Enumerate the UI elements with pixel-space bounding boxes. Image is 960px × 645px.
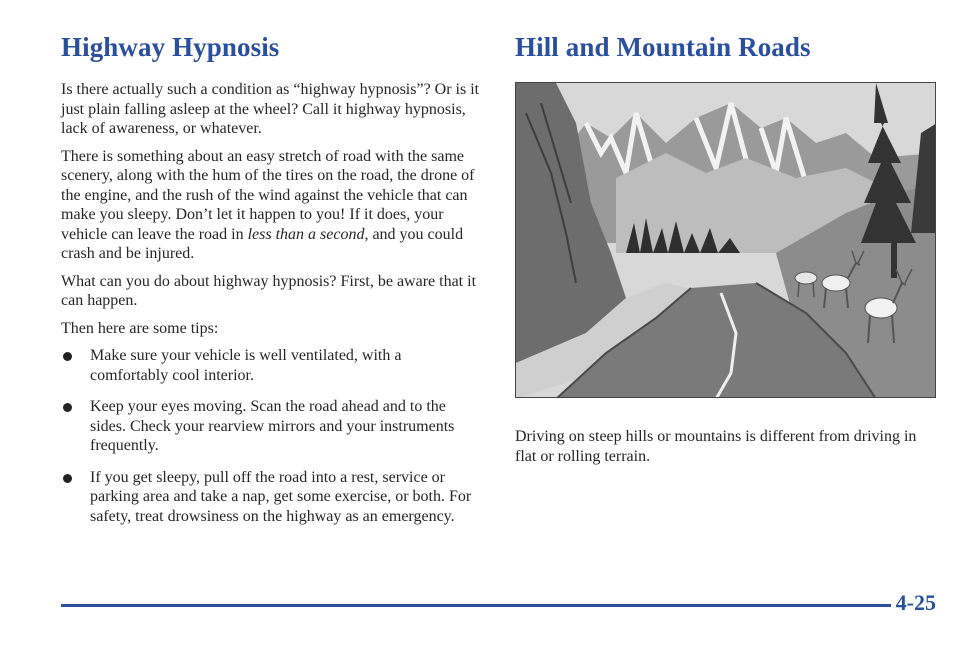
paragraph-sleepy xyxy=(61,147,481,264)
list-item-text: Keep your eyes moving. Scan the road ahead and to the sides. Check your rearview mirrors and your instruments frequently. xyxy=(90,398,455,454)
emphasis-less-than-a-second: less than a second xyxy=(247,225,365,243)
page-number: 4-25 xyxy=(895,590,936,615)
mountain-road-illustration xyxy=(515,82,936,398)
paragraph-sleepy-text: There is something about an easy stretch of road with the same scenery, along with the hum of the tires on the road, the drone of the engine, and the rush of the wind against the vehicle that can make you sleepy. Don’t let it happen to you! If it does, your vehicle can leave the road in xyxy=(61,147,475,243)
left-column xyxy=(61,30,481,538)
section-heading-hill-and-mountain-roads: Hill and Mountain Roads xyxy=(515,32,811,62)
list-item xyxy=(61,346,481,385)
list-item-text: If you get sleepy, pull off the road into a rest, service or parking area and take a nap, get some exercise, or both. For safety, treat drowsiness on the highway as an emergency. xyxy=(90,468,472,525)
illustration-caption: Driving on steep hills or mountains is different from driving in flat or rolling terrain. xyxy=(515,428,917,465)
footer-rule xyxy=(61,604,891,607)
list-item-text: Make sure your vehicle is well ventilated, with a comfortably cool interior. xyxy=(90,347,402,384)
list-item xyxy=(61,397,481,456)
list-item xyxy=(61,468,481,527)
paragraph-be-aware: What can you do about highway hypnosis? First, be aware that it can happen. xyxy=(61,272,477,309)
bullet-icon xyxy=(63,352,72,361)
paragraph-sleepy-text-end: , and you could crash and be injured. xyxy=(61,225,464,262)
tips-list xyxy=(61,346,481,526)
bullet-icon xyxy=(63,474,72,483)
paragraph-tips-intro: Then here are some tips: xyxy=(61,319,219,337)
bullet-icon xyxy=(63,403,72,412)
section-heading-highway-hypnosis: Highway Hypnosis xyxy=(61,32,280,62)
paragraph-intro: Is there actually such a condition as “highway hypnosis”? Or is it just plain falling asleep at the wheel? Call it highway hypnosis, lack of awareness, or whatever. xyxy=(61,81,480,137)
right-column xyxy=(515,30,935,466)
mountain-road-drawing xyxy=(516,83,936,398)
